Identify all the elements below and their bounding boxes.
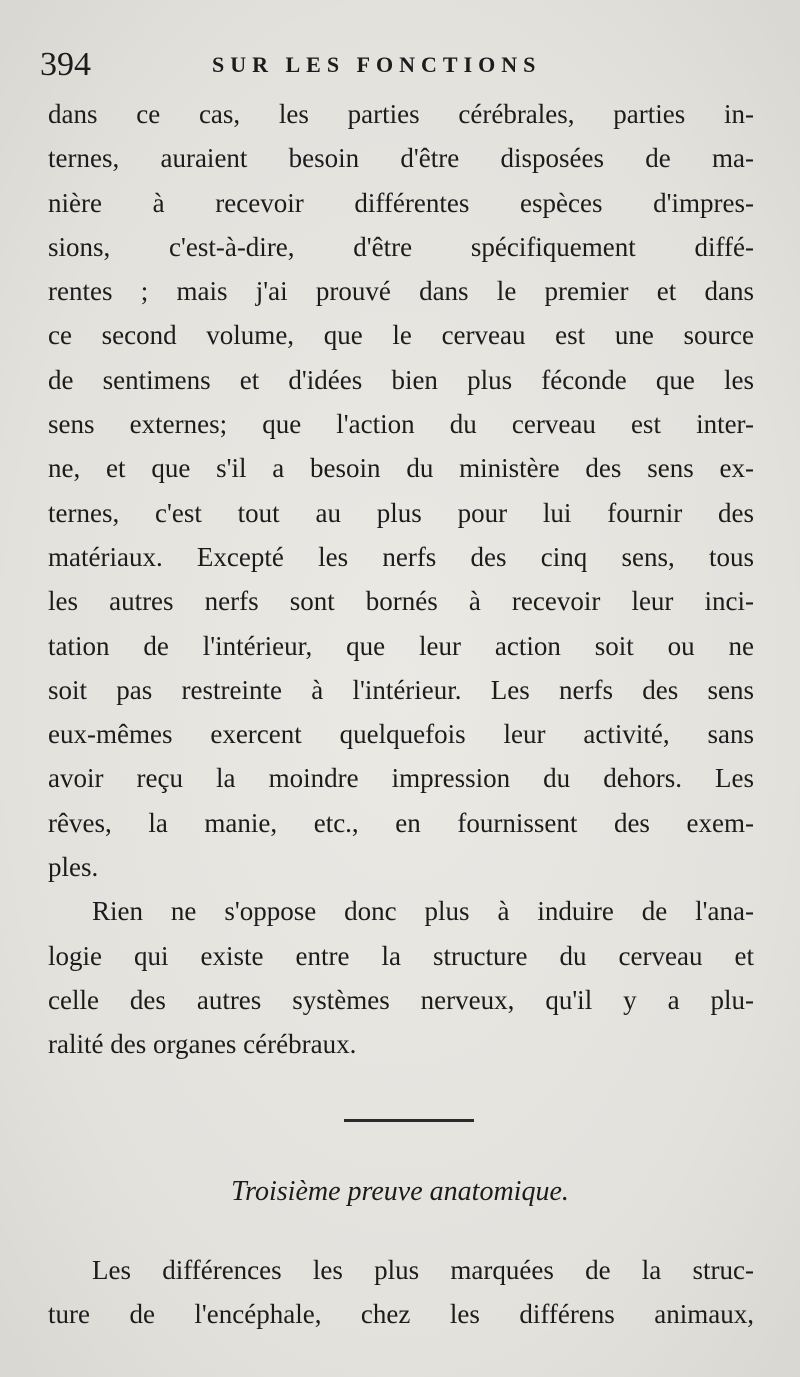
text-line: Rien ne s'oppose donc plus à induire de l'ana- <box>92 896 754 927</box>
text-line: rentes ; mais j'ai prouvé dans le premier et dans <box>48 276 754 307</box>
text-line: eux-mêmes exercent quelquefois leur activité, sans <box>48 719 754 750</box>
paragraph-1 <box>48 92 754 889</box>
text-line: ne, et que s'il a besoin du ministère des sens ex- <box>48 453 754 484</box>
paragraph-2 <box>48 889 754 1066</box>
text-line: ce second volume, que le cerveau est une source <box>48 320 754 351</box>
text-line: dans ce cas, les parties cérébrales, parties in- <box>48 99 754 129</box>
text-line: rêves, la manie, etc., en fournissent des exem- <box>48 807 754 838</box>
text-line: sions, c'est-à-dire, d'être spécifiquement diffé- <box>48 231 754 262</box>
text-line: ternes, c'est tout au plus pour lui fournir des <box>48 497 754 528</box>
text-line: matériaux. Excepté les nerfs des cinq sens, tous <box>48 541 754 572</box>
text-line: ternes, auraient besoin d'être disposées de ma- <box>48 143 754 174</box>
text-line: avoir reçu la moindre impression du dehors. Les <box>48 763 754 794</box>
running-title: SUR LES FONCTIONS <box>212 52 542 77</box>
text-line: celle des autres systèmes nerveux, qu'il y a plu- <box>48 984 754 1015</box>
paragraph-3 <box>48 1248 754 1337</box>
section-divider <box>344 1119 474 1122</box>
text-line: sens externes; que l'action du cerveau est inter- <box>48 409 754 440</box>
text-line: Les différences les plus marquées de la struc- <box>92 1255 754 1285</box>
text-line: de sentimens et d'idées bien plus féconde que les <box>48 364 754 395</box>
text-line: ples. <box>48 852 99 883</box>
text-line: nière à recevoir différentes espèces d'impres- <box>48 187 754 218</box>
text-line: ralité des organes cérébraux. <box>48 1029 357 1060</box>
page-header <box>40 40 760 90</box>
text-line: tation de l'intérieur, que leur action soit ou ne <box>48 630 754 661</box>
text-line: les autres nerfs sont bornés à recevoir leur inci- <box>48 586 754 617</box>
page-number: 394 <box>40 46 91 83</box>
text-line: ture de l'encéphale, chez les différens animaux, <box>48 1299 754 1330</box>
text-line: logie qui existe entre la structure du cerveau et <box>48 940 754 971</box>
main-text <box>48 92 754 1067</box>
text-line: soit pas restreinte à l'intérieur. Les nerfs des sens <box>48 674 754 705</box>
section-title: Troisième preuve anatomique. <box>231 1176 569 1207</box>
